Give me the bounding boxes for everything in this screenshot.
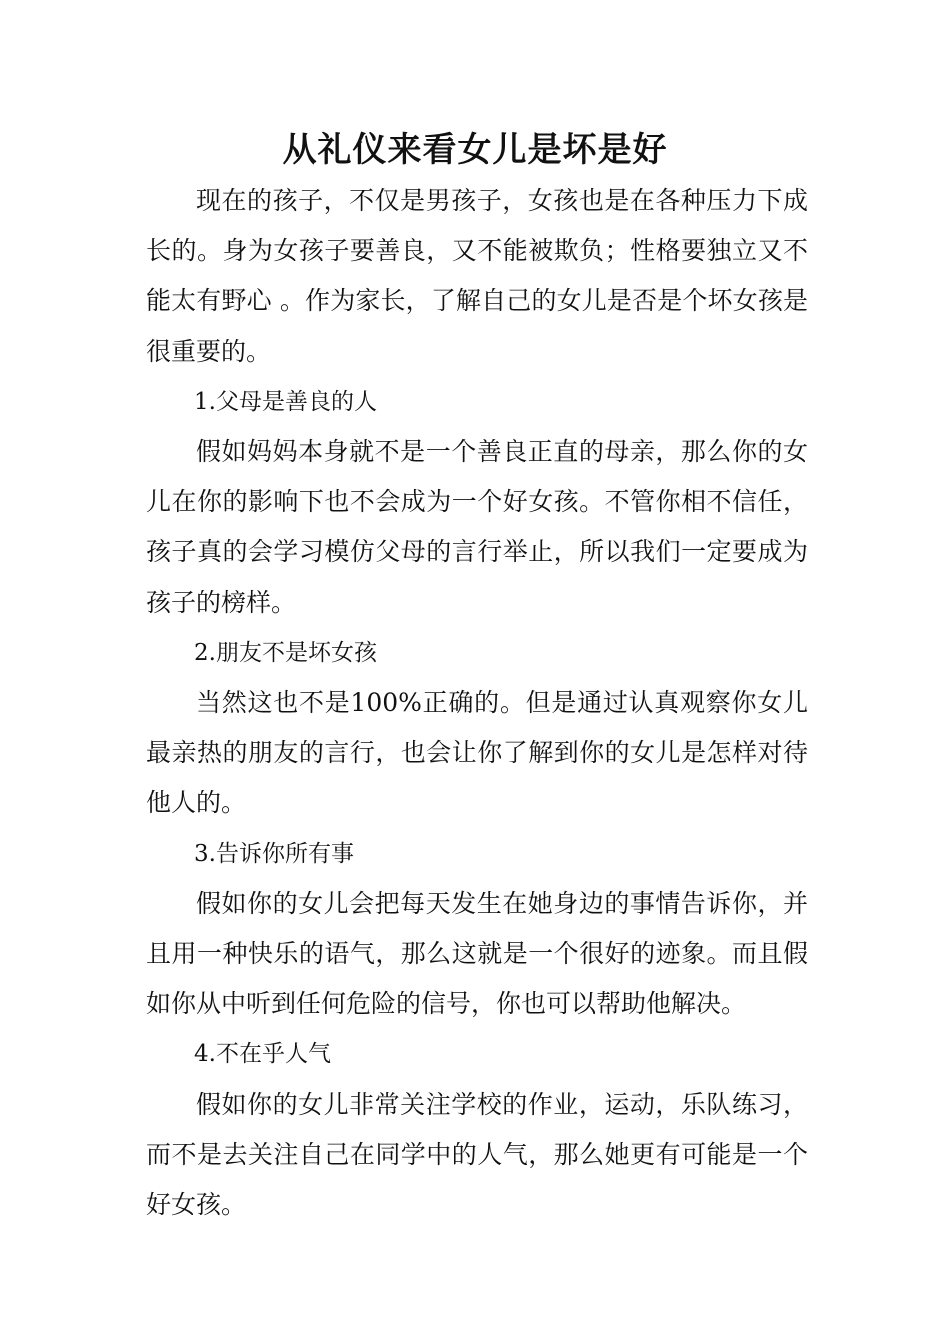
section-body-3: 假如你的女儿会把每天发生在她身边的事情告诉你，并且用一种快乐的语气，那么这就是一个很好的迹象。而且假如你从中听到任何危险的信号，你也可以帮助他解决。: [146, 888, 808, 1019]
section-body-1: 假如妈妈本身就不是一个善良正直的母亲，那么你的女儿在你的影响下也不会成为一个好女孩。不管你相不信任，孩子真的会学习模仿父母的言行举止，所以我们一定要成为孩子的榜样。: [146, 437, 808, 617]
document-body: [146, 176, 808, 1230]
document-title: 从礼仪来看女儿是坏是好: [282, 130, 668, 170]
section-heading-2: 2.朋友不是坏女孩: [194, 639, 377, 666]
section-body-2: 当然这也不是100%正确的。但是通过认真观察你女儿最亲热的朋友的言行，也会让你了解到你的女儿是怎样对待他人的。: [146, 688, 808, 818]
section-heading-3: 3.告诉你所有事: [194, 840, 354, 867]
intro-paragraph: 现在的孩子，不仅是男孩子，女孩也是在各种压力下成长的。身为女孩子要善良，又不能被欺负；性格要独立又不能太有野心 。作为家长，了解自己的女儿是否是个坏女孩是很重要的。: [146, 186, 808, 366]
section-heading-1: 1.父母是善良的人: [194, 388, 377, 415]
section-body-4: 假如你的女儿非常关注学校的作业，运动，乐队练习，而不是去关注自己在同学中的人气，那么她更有可能是一个好女孩。: [146, 1089, 808, 1220]
section-heading-4: 4.不在乎人气: [194, 1041, 331, 1068]
